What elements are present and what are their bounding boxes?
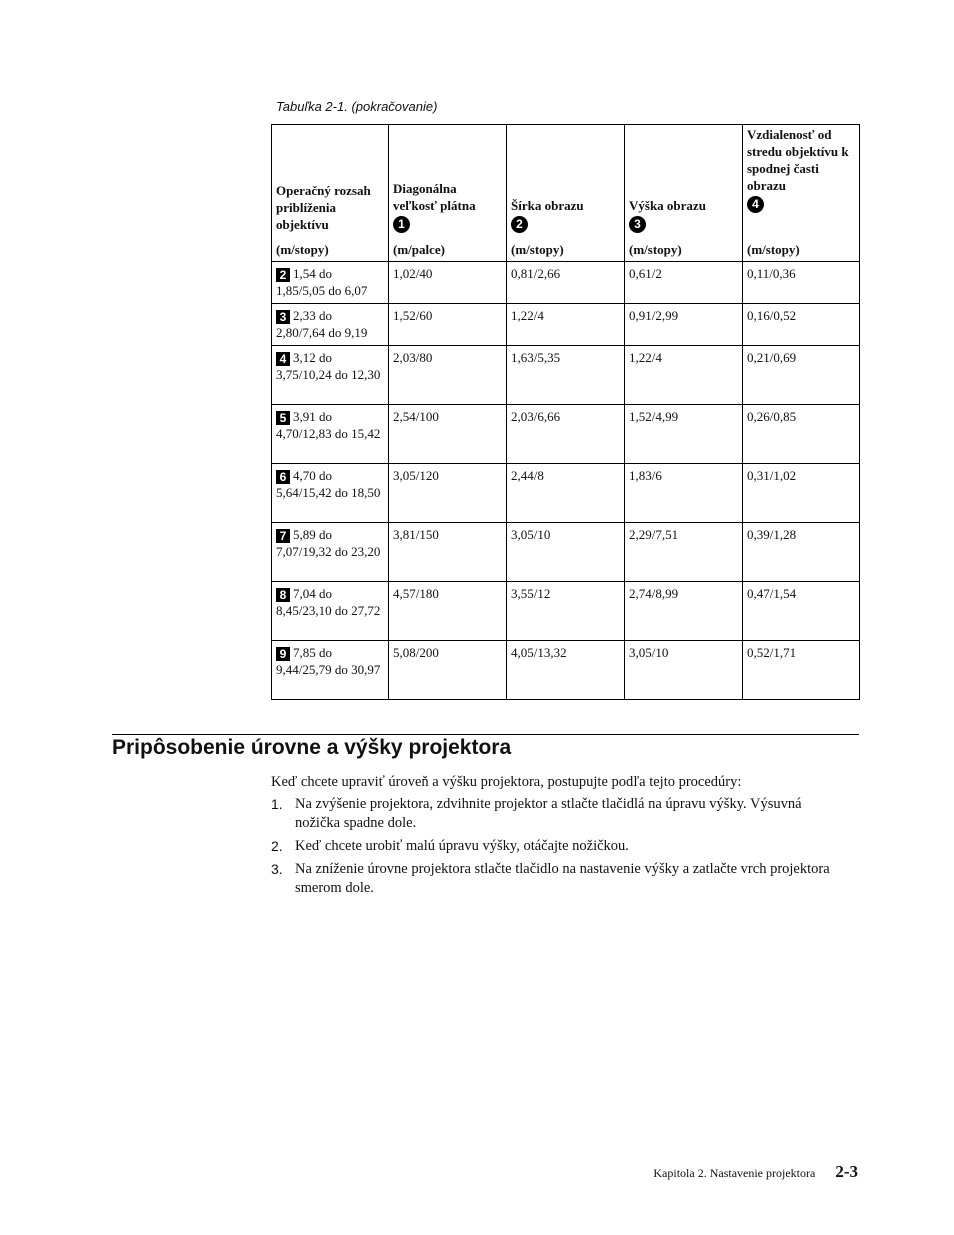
- cell-offset: 0,11/0,36: [743, 262, 860, 304]
- cell-width: 0,81/2,66: [507, 262, 625, 304]
- cell-width: 2,03/6,66: [507, 405, 625, 464]
- callout-3-icon: 3: [629, 216, 646, 233]
- table-row: [272, 262, 860, 304]
- cell-height: 1,83/6: [625, 464, 743, 523]
- cell-height: 1,22/4: [625, 346, 743, 405]
- table-row: [272, 304, 860, 346]
- table-row: [272, 405, 860, 464]
- cell-range: 8 7,04 do 8,45/23,10 do 27,72: [272, 582, 389, 641]
- header-unit: (m/palce): [393, 242, 445, 257]
- table-row: [272, 523, 860, 582]
- callout-1-icon: 1: [393, 216, 410, 233]
- cell-height: 1,52/4,99: [625, 405, 743, 464]
- header-unit: (m/stopy): [511, 242, 564, 257]
- table-row: [272, 582, 860, 641]
- step-number: 3.: [271, 861, 283, 877]
- list-item: [271, 795, 846, 833]
- step-text: Keď chcete urobiť malú úpravu výšky, otáčajte nožičkou.: [295, 838, 629, 854]
- step-number: 2.: [271, 838, 283, 854]
- cell-range: 9 7,85 do 9,44/25,79 do 30,97: [272, 641, 389, 700]
- section-divider: [112, 734, 859, 735]
- cell-diagonal: 2,03/80: [389, 346, 507, 405]
- row-marker-icon: 6: [276, 470, 290, 484]
- cell-width: 1,22/4: [507, 304, 625, 346]
- header-label: Šírka obrazu: [511, 198, 584, 213]
- step-text: Na zvýšenie projektora, zdvihnite projektor a stlačte tlačidlá na úpravu výšky. Výsuvná nožička spadne dole.: [295, 796, 802, 831]
- cell-diagonal: 1,02/40: [389, 262, 507, 304]
- page-number: 2-3: [835, 1162, 858, 1181]
- cell-offset: 0,16/0,52: [743, 304, 860, 346]
- table-header-row: [272, 125, 860, 262]
- row-marker-icon: 5: [276, 411, 290, 425]
- cell-width: 1,63/5,35: [507, 346, 625, 405]
- row-marker-icon: 3: [276, 310, 290, 324]
- callout-2-icon: 2: [511, 216, 528, 233]
- cell-range: 5 3,91 do 4,70/12,83 do 15,42: [272, 405, 389, 464]
- cell-offset: 0,47/1,54: [743, 582, 860, 641]
- header-image-width: [507, 125, 625, 262]
- chapter-title: Kapitola 2. Nastavenie projektora: [653, 1166, 816, 1180]
- cell-diagonal: 3,81/150: [389, 523, 507, 582]
- row-marker-icon: 7: [276, 529, 290, 543]
- header-label: Operačný rozsah priblíženia objektívu: [276, 183, 371, 232]
- cell-range: 2 1,54 do 1,85/5,05 do 6,07: [272, 262, 389, 304]
- cell-width: 2,44/8: [507, 464, 625, 523]
- section-intro: Keď chcete upraviť úroveň a výšku projektora, postupujte podľa tejto procedúry:: [271, 774, 742, 790]
- cell-range: 4 3,12 do 3,75/10,24 do 12,30: [272, 346, 389, 405]
- page-footer: [653, 1162, 858, 1182]
- table-row: [272, 641, 860, 700]
- cell-height: 0,61/2: [625, 262, 743, 304]
- cell-diagonal: 5,08/200: [389, 641, 507, 700]
- cell-height: 3,05/10: [625, 641, 743, 700]
- cell-width: 4,05/13,32: [507, 641, 625, 700]
- header-diagonal-size: [389, 125, 507, 262]
- cell-diagonal: 2,54/100: [389, 405, 507, 464]
- callout-4-icon: 4: [747, 196, 764, 213]
- header-lens-offset: [743, 125, 860, 262]
- header-label: Diagonálna veľkosť plátna: [393, 181, 476, 213]
- row-marker-icon: 8: [276, 588, 290, 602]
- cell-width: 3,05/10: [507, 523, 625, 582]
- row-marker-icon: 2: [276, 268, 290, 282]
- cell-offset: 0,39/1,28: [743, 523, 860, 582]
- header-unit: (m/stopy): [276, 242, 329, 257]
- cell-height: 0,91/2,99: [625, 304, 743, 346]
- cell-offset: 0,52/1,71: [743, 641, 860, 700]
- section-title: Pripôsobenie úrovne a výšky projektora: [112, 736, 512, 759]
- cell-diagonal: 1,52/60: [389, 304, 507, 346]
- header-label: Výška obrazu: [629, 198, 706, 213]
- list-item: [271, 860, 846, 898]
- cell-range: 6 4,70 do 5,64/15,42 do 18,50: [272, 464, 389, 523]
- cell-offset: 0,26/0,85: [743, 405, 860, 464]
- cell-offset: 0,21/0,69: [743, 346, 860, 405]
- step-number: 1.: [271, 796, 283, 812]
- cell-height: 2,74/8,99: [625, 582, 743, 641]
- projection-distance-table: [271, 124, 860, 700]
- table-caption: Tabuľka 2-1. (pokračovanie): [276, 99, 438, 114]
- header-image-height: [625, 125, 743, 262]
- step-text: Na zníženie úrovne projektora stlačte tlačidlo na nastavenie výšky a zatlačte vrch projektora smerom dole.: [295, 861, 830, 896]
- table-row: [272, 464, 860, 523]
- cell-height: 2,29/7,51: [625, 523, 743, 582]
- header-label: Vzdialenosť od stredu objektívu k spodnej časti obrazu: [747, 127, 849, 193]
- cell-width: 3,55/12: [507, 582, 625, 641]
- cell-diagonal: 3,05/120: [389, 464, 507, 523]
- row-marker-icon: 9: [276, 647, 290, 661]
- cell-range: 3 2,33 do 2,80/7,64 do 9,19: [272, 304, 389, 346]
- cell-offset: 0,31/1,02: [743, 464, 860, 523]
- procedure-steps: [271, 795, 846, 902]
- cell-diagonal: 4,57/180: [389, 582, 507, 641]
- header-unit: (m/stopy): [747, 242, 800, 257]
- row-marker-icon: 4: [276, 352, 290, 366]
- header-zoom-range: [272, 125, 389, 262]
- header-unit: (m/stopy): [629, 242, 682, 257]
- list-item: [271, 837, 846, 856]
- table-row: [272, 346, 860, 405]
- cell-range: 7 5,89 do 7,07/19,32 do 23,20: [272, 523, 389, 582]
